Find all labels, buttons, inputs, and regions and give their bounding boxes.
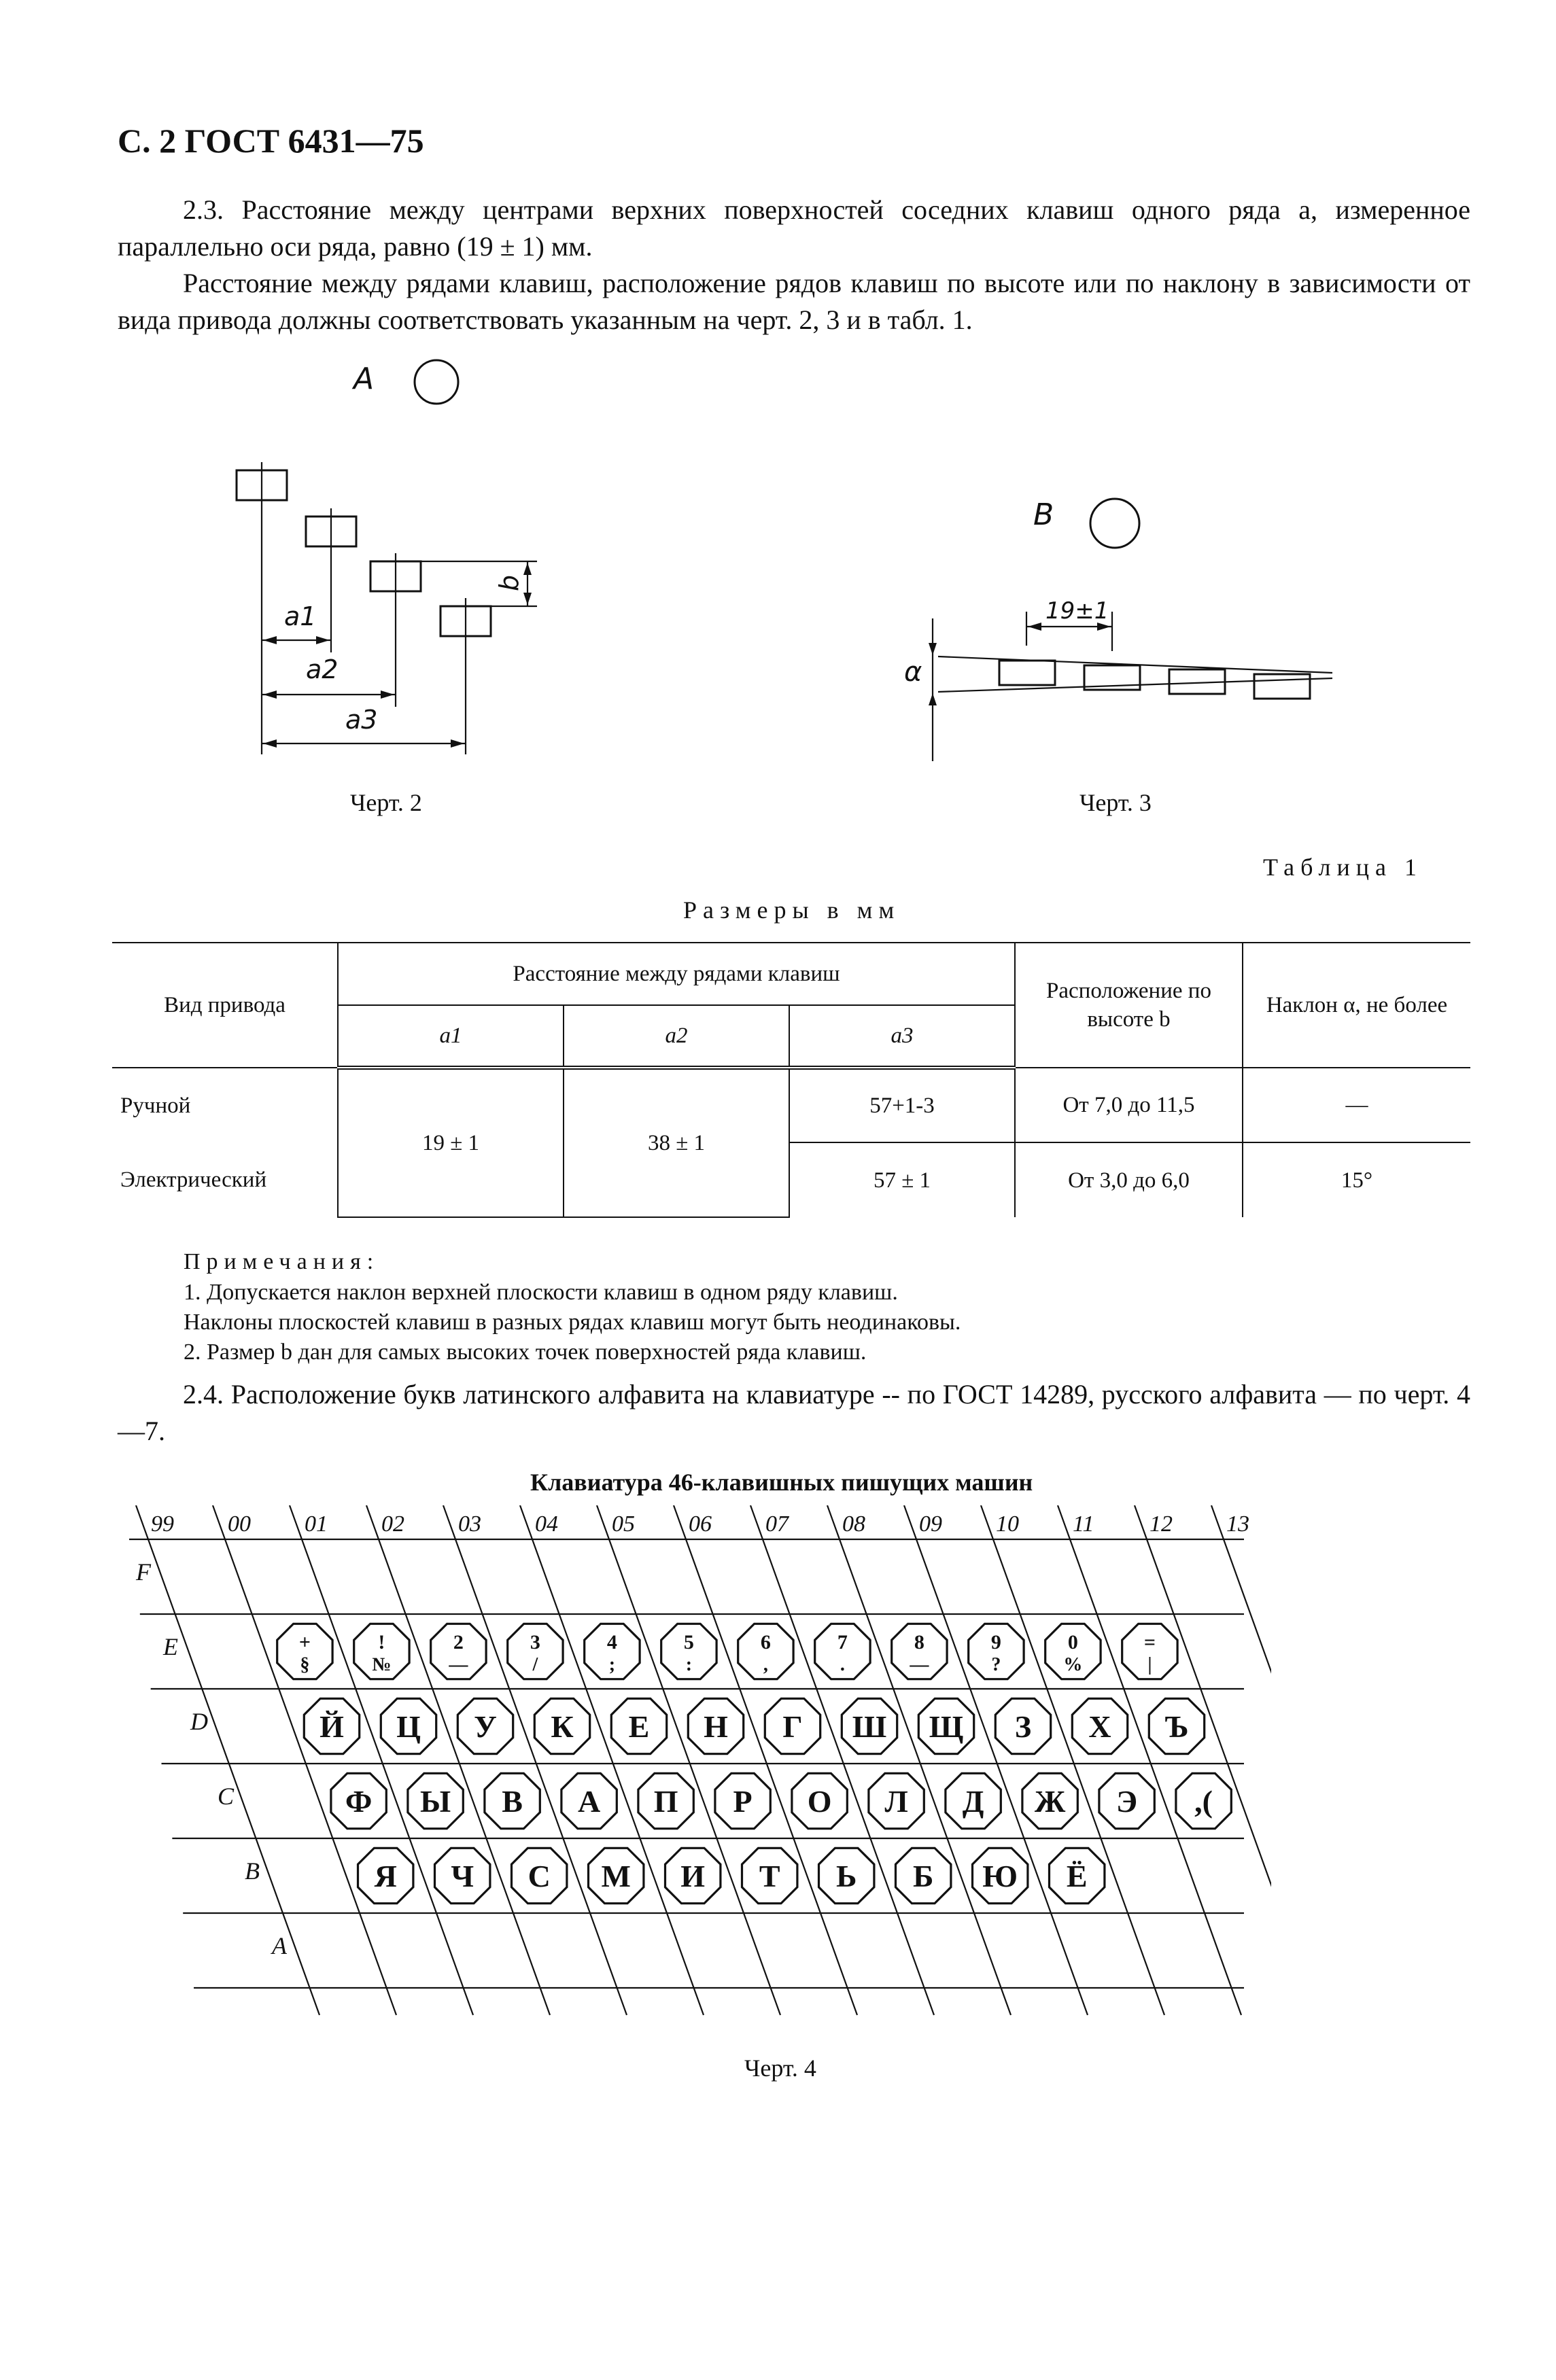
grid-column-line (1211, 1505, 1271, 2015)
key-char: Ц (396, 1709, 421, 1744)
key-char: А (577, 1784, 601, 1819)
key-lower-char: % (1063, 1654, 1083, 1675)
key-upper-char: 4 (606, 1631, 617, 1653)
key-char: К (551, 1709, 574, 1744)
drawing-3 (897, 476, 1346, 788)
label-alpha: α (904, 657, 922, 688)
key-char: Э (1116, 1784, 1138, 1819)
column-label-06: 06 (689, 1511, 712, 1537)
row-electric-type: Электрический (112, 1142, 338, 1217)
paragraph-2-4: 2.4. Расположение букв латинского алфавита на клавиатуре -- по ГОСТ 14289, русского алфавита — по черт. 4—7. (118, 1379, 1470, 1446)
cell-a2-value: 38 ± 1 (564, 1068, 789, 1217)
grid-column-line (597, 1505, 780, 2015)
key-upper-char: 7 (837, 1631, 848, 1653)
key-char: Н (704, 1709, 728, 1744)
table-1 (112, 942, 1470, 1218)
table-units: Размеры в мм (683, 896, 901, 924)
cell-r1-a3: 57+1-3 (789, 1068, 1015, 1142)
cell-a1-value: 19 ± 1 (338, 1068, 564, 1217)
note-1b: Наклоны плоскостей клавиш в разных рядах клавиш могут быть неодинаковы. (184, 1310, 961, 1335)
grid-column-line (520, 1505, 704, 2015)
grid-column-line (750, 1505, 934, 2015)
key-char: Б (912, 1859, 934, 1893)
key-char: ,( (1194, 1784, 1213, 1819)
key-upper-char: + (298, 1631, 311, 1653)
key-lower-char: — (910, 1654, 929, 1675)
cell-r2-inclination: 15° (1243, 1142, 1470, 1217)
key-char: Ъ (1164, 1709, 1189, 1744)
column-label-13: 13 (1226, 1511, 1249, 1537)
row-label-C: C (218, 1783, 235, 1810)
grid-column-line (136, 1505, 319, 2015)
column-label-11: 11 (1073, 1511, 1094, 1537)
caption-drawing-4: Черт. 4 (744, 2054, 816, 2082)
caption-drawing-3: Черт. 3 (1079, 789, 1152, 816)
key-lower-char: . (840, 1654, 845, 1675)
cell-r2-height: От 3,0 до 6,0 (1015, 1142, 1243, 1217)
row-label-D: D (190, 1708, 208, 1735)
note-1: 1. Допускается наклон верхней плоскости клавиш в одном ряду клавиш. (184, 1280, 898, 1305)
key-char: М (601, 1859, 631, 1893)
dim-arrow-icons (929, 623, 1111, 705)
column-label-09: 09 (919, 1511, 942, 1537)
key-lower-char: ; (608, 1654, 616, 1675)
th-inclination: Наклон α, не более (1243, 943, 1470, 1068)
key-profile-1 (999, 661, 1055, 685)
key-char: Ь (835, 1859, 857, 1893)
column-label-08: 08 (842, 1511, 865, 1537)
column-label-02: 02 (381, 1511, 404, 1537)
drawing-3-view-label: B (1033, 497, 1054, 532)
keyboard-diagram (116, 1505, 1271, 2042)
grid-column-line (981, 1505, 1164, 2015)
paragraph-2-3-rows: Расстояние между рядами клавиш, расположение рядов клавиш по высоте или по наклону в зависимости от вида привода должны соответствовать указанным на черт. 2, 3 и в табл. 1. (118, 268, 1470, 335)
column-label-05: 05 (612, 1511, 635, 1537)
key-char: Ш (852, 1709, 887, 1744)
grid-column-line (213, 1505, 396, 2015)
key-upper-char: 8 (914, 1631, 924, 1653)
key-lower-char: ? (991, 1654, 1001, 1675)
grid-column-line (290, 1505, 473, 2015)
key-char: Щ (929, 1709, 964, 1744)
view-circle-icon (415, 360, 458, 404)
th-rows-spacing: Расстояние между рядами клавиш (338, 943, 1015, 1005)
keyboard-title: Клавиатура 46-клавишных пишущих машин (530, 1469, 1033, 1496)
column-label-03: 03 (458, 1511, 481, 1537)
key-upper-char: 0 (1067, 1631, 1078, 1653)
th-a1: a1 (338, 1005, 564, 1068)
drawing-2-view-label: A (353, 362, 375, 396)
column-label-01: 01 (305, 1511, 328, 1537)
key-char: Г (782, 1709, 803, 1744)
key-lower-char: | (1147, 1654, 1152, 1675)
th-a2: a2 (564, 1005, 789, 1068)
key-char: Ф (345, 1784, 373, 1819)
grid-column-line (904, 1505, 1088, 2015)
label-19-1: 19±1 (1045, 597, 1109, 625)
label-a3: a3 (345, 705, 378, 735)
key-char: З (1014, 1709, 1032, 1744)
key-upper-char: = (1143, 1631, 1156, 1653)
column-label-00: 00 (228, 1511, 251, 1537)
paragraph-2-3: 2.3. Расстояние между центрами верхних поверхностей соседних клавиш одного ряда a, измеренное параллельно оси ряда, равно (19 ± 1) мм. (118, 194, 1470, 262)
key-profile-4 (1254, 674, 1310, 699)
column-label-07: 07 (765, 1511, 789, 1537)
cell-r2-a3: 57 ± 1 (789, 1142, 1015, 1217)
key-char: Ы (420, 1784, 451, 1819)
key-upper-char: 6 (760, 1631, 771, 1653)
notes-title: Примечания: (184, 1249, 380, 1274)
key-lower-char: : (685, 1654, 693, 1675)
note-2: 2. Размер b дан для самых высоких точек поверхностей ряда клавиш. (184, 1340, 867, 1365)
key-char: Ж (1034, 1784, 1066, 1819)
caption-drawing-2: Черт. 2 (350, 789, 422, 816)
key-char: Е (628, 1709, 650, 1744)
th-a3: a3 (789, 1005, 1015, 1068)
key-char: Х (1088, 1709, 1111, 1744)
drawing-3-axes (933, 612, 1332, 761)
row-label-F: F (136, 1558, 151, 1586)
th-height: Расположение по высоте b (1015, 943, 1243, 1068)
page-header: С. 2 ГОСТ 6431—75 (118, 122, 424, 160)
drawing-3-keys (999, 661, 1310, 699)
key-lower-char: № (372, 1654, 392, 1675)
key-upper-char: 3 (530, 1631, 540, 1653)
view-circle-icon (1090, 499, 1139, 548)
key-lower-char: § (300, 1654, 310, 1675)
key-char: Я (374, 1859, 397, 1893)
grid-column-line (827, 1505, 1011, 2015)
key-lower-char: , (763, 1654, 768, 1675)
key-char: П (653, 1784, 678, 1819)
key-upper-char: 5 (683, 1631, 694, 1653)
key-char: Д (962, 1784, 984, 1819)
key-upper-char: 2 (453, 1631, 464, 1653)
grid-column-line (443, 1505, 627, 2015)
drawing-2-keys (237, 470, 491, 636)
cell-r1-inclination: — (1243, 1068, 1470, 1142)
row-label-E: E (163, 1633, 178, 1660)
cell-r1-height: От 7,0 до 11,5 (1015, 1068, 1243, 1142)
key-char: С (528, 1859, 551, 1893)
key-char: Ё (1066, 1859, 1088, 1893)
label-a1: a1 (284, 601, 317, 631)
key-char: Л (884, 1784, 908, 1819)
grid-column-line (1135, 1505, 1271, 2015)
column-label-04: 04 (535, 1511, 558, 1537)
row-manual-type: Ручной (112, 1068, 338, 1142)
key-char: В (502, 1784, 523, 1819)
key-char: Ч (451, 1859, 474, 1893)
label-b: b (494, 574, 524, 591)
key-char: Т (759, 1859, 780, 1893)
row-label-B: B (245, 1857, 260, 1885)
key-char: У (474, 1709, 497, 1744)
key-upper-char: 9 (990, 1631, 1001, 1653)
label-a2: a2 (306, 654, 339, 684)
th-drive: Вид привода (112, 943, 338, 1068)
key-lower-char: / (532, 1654, 538, 1675)
grid-column-line (674, 1505, 857, 2015)
column-label-99: 99 (151, 1511, 174, 1537)
key-char: И (680, 1859, 706, 1893)
key-upper-char: ! (378, 1631, 385, 1653)
key-char: Й (319, 1709, 344, 1744)
row-label-A: A (272, 1932, 287, 1959)
grid-column-line (1058, 1505, 1241, 2015)
key-char: Ю (982, 1859, 1018, 1893)
key-lower-char: — (449, 1654, 468, 1675)
key-char: Р (733, 1784, 753, 1819)
drawing-2 (224, 353, 578, 775)
grid-column-line (366, 1505, 550, 2015)
key-char: О (807, 1784, 832, 1819)
column-label-12: 12 (1149, 1511, 1173, 1537)
column-label-10: 10 (996, 1511, 1019, 1537)
table-label: Таблица 1 (1263, 854, 1423, 881)
